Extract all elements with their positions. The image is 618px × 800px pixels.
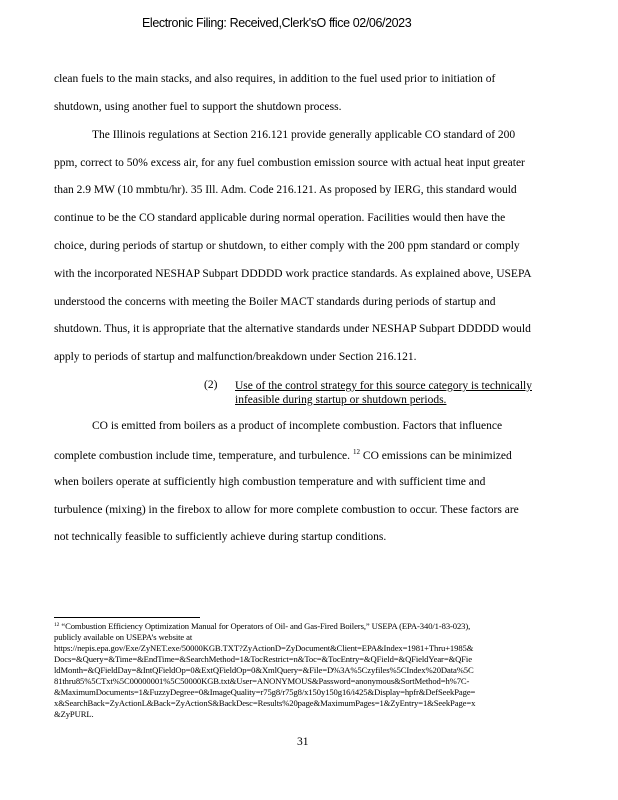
- body-line: not technically feasible to sufficiently achieve during startup conditions.: [54, 531, 387, 543]
- footnote-reference[interactable]: 12: [353, 448, 361, 456]
- footnote-url-line[interactable]: 81thru85%5CTxt%5C00000001%5C50000KGB.txt&User=ANONYMOUS&Password=anonymous&SortMethod=h%7C-: [54, 676, 470, 686]
- footnote-url-line[interactable]: ldMonth=&QFieldDay=&IntQFieldOp=0&ExtQFieldOp=0&XmlQuery=&File=D%3A%5Czyfiles%5CIndex%20Data%5C: [54, 665, 474, 675]
- body-line: continue to be the CO standard applicable during normal operation. Facilities would then have the: [54, 212, 506, 224]
- footnote-mark: 12: [54, 622, 60, 628]
- footnote-url-line[interactable]: x&SearchBack=ZyActionL&Back=ZyActionS&BackDesc=Results%20page&MaximumPages=1&ZyEntry=1&SeekPage=x: [54, 698, 476, 708]
- body-text: CO emissions can be minimized: [360, 450, 512, 462]
- body-line: choice, during periods of startup or shutdown, to either comply with the 200 ppm standard or comply: [54, 240, 520, 252]
- body-line: with the incorporated NESHAP Subpart DDDDD work practice standards. As explained above, USEPA: [54, 268, 532, 280]
- filing-header: Electronic Filing: Received,Clerk'sO ffice 02/06/2023: [142, 16, 412, 30]
- footnote-url-line[interactable]: https://nepis.epa.gov/Exe/ZyNET.exe/50000KGB.TXT?ZyActionD=ZyDocument&Client=EPA&Index=1981+Thru+1985&: [54, 643, 474, 653]
- footnote-line: [54, 621, 470, 631]
- body-text: complete combustion include time, temperature, and turbulence.: [54, 450, 351, 462]
- body-line: shutdown, using another fuel to support the shutdown process.: [54, 101, 342, 113]
- footnote-separator: [54, 617, 200, 618]
- footnote-url-line[interactable]: &ZyPURL.: [54, 709, 94, 719]
- body-line: clean fuels to the main stacks, and also requires, in addition to the fuel used prior to initiation of: [54, 73, 496, 85]
- body-line: CO is emitted from boilers as a product of incomplete combustion. Factors that influence: [92, 420, 503, 432]
- footnote-text: “Combustion Efficiency Optimization Manual for Operators of Oil- and Gas-Fired Boilers,” USEPA (EPA-340/1-83-023),: [59, 621, 471, 631]
- subheading-line: Use of the control strategy for this source category is technically: [235, 380, 532, 392]
- subheading-number: (2): [204, 379, 218, 391]
- page-number: 31: [297, 736, 309, 748]
- body-line: shutdown. Thus, it is appropriate that the alternative standards under NESHAP Subpart DDDDD would: [54, 323, 531, 335]
- subheading-line: infeasible during startup or shutdown periods.: [235, 394, 447, 406]
- subheading-title: [235, 379, 532, 407]
- body-line: when boilers operate at sufficiently high combustion temperature and with sufficient time and: [54, 476, 486, 488]
- footnote-url-line[interactable]: Docs=&Query=&Time=&EndTime=&SearchMethod=1&TocRestrict=n&Toc=&TocEntry=&QField=&QFieldYear=&QFie: [54, 654, 472, 664]
- body-line: The Illinois regulations at Section 216.121 provide generally applicable CO standard of 200: [92, 129, 516, 141]
- body-line: understood the concerns with meeting the Boiler MACT standards during periods of startup and: [54, 296, 496, 308]
- body-line: ppm, correct to 50% excess air, for any fuel combustion emission source with actual heat input greater: [54, 157, 525, 169]
- body-line: turbulence (mixing) in the firebox to allow for more complete combustion to occur. These factors are: [54, 504, 519, 516]
- body-line: apply to periods of startup and malfunction/breakdown under Section 216.121.: [54, 351, 417, 363]
- footnote-line: publicly available on USEPA’s website at: [54, 632, 193, 642]
- body-line: than 2.9 MW (10 mmbtu/hr). 35 Ill. Adm. Code 216.121. As proposed by IERG, this standard would: [54, 184, 517, 196]
- footnote-url-line[interactable]: &MaximumDocuments=1&FuzzyDegree=0&ImageQuality=r75g8/r75g8/x150y150g16/i425&Display=hpfr&DefSeekPage=: [54, 687, 476, 697]
- body-line: [54, 448, 512, 462]
